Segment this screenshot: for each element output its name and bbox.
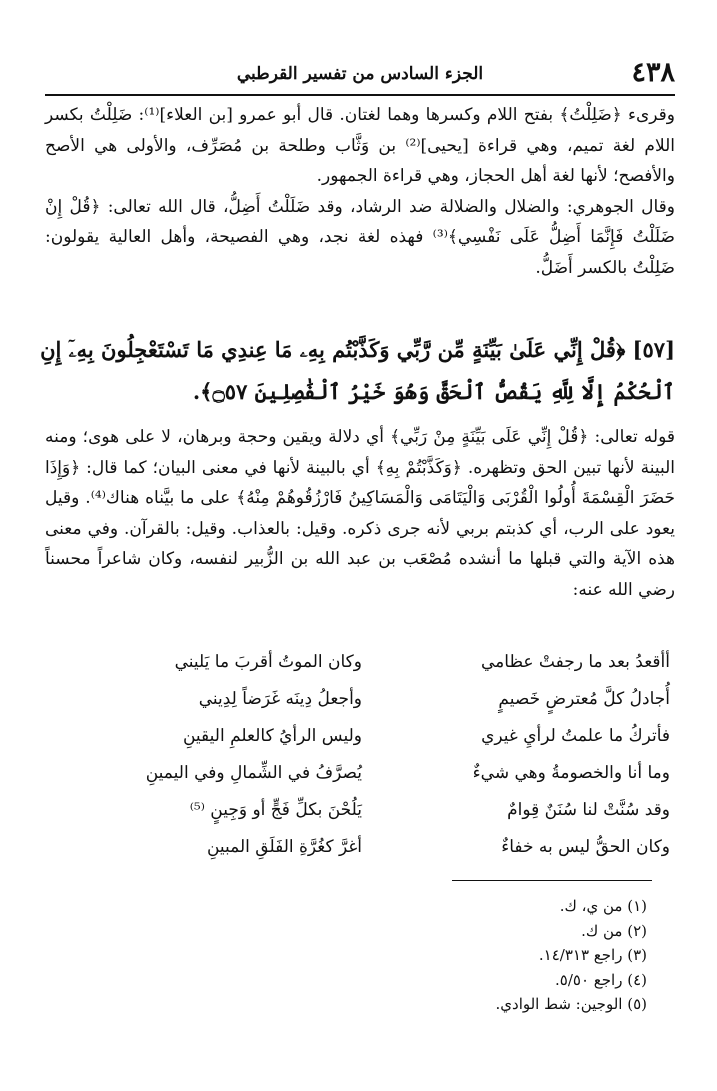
poem-line xyxy=(70,832,670,862)
footnote-rule xyxy=(452,880,652,881)
poem-line xyxy=(70,721,670,751)
commentary-paragraph-2 xyxy=(45,422,675,605)
poem-hemistich-second: يَلُحْنَ بكلِّ فَجٍّ أو وَجِينٍ ⁽⁵⁾ xyxy=(189,800,362,820)
verse-line: [٥٧] ﴿قُلْ إِنِّي عَلَىٰ بَيِّنَةٍ مِّن رَّبِّي وَكَذَّبْتُم بِهِۦ مَا عِندِي مَا تَسْتَعْجِلُونَ بِهِۦٓ إِنِ xyxy=(40,337,675,362)
poem-hemistich-first: وما أنا والخصومةُ وهي شيءٌ xyxy=(472,763,670,783)
poem-hemistich-first: أأقعدُ بعد ما رجفتْ عظامي xyxy=(480,652,670,672)
poem-line xyxy=(70,647,670,677)
footnote: (١) من ي، ك. xyxy=(559,897,647,915)
poem-hemistich-first: وقد سُنَّتْ لنا سُنَنٌ قِوامٌ xyxy=(507,800,670,820)
poem-hemistich-second: يُصرَّفُ في الشِّمالِ وفي اليمينِ xyxy=(145,763,362,783)
quran-verse-57 xyxy=(40,329,675,413)
poem-line xyxy=(70,758,670,788)
poem-hemistich-second: وأجعلُ دِينَه غَرَضاً لِدِيني xyxy=(198,689,362,709)
verse-line: ٱلْحُكْمُ إِلَّا لِلَّهِ يَقُصُّ ٱلْحَقَّ وَهُوَ خَيْرُ ٱلْفَٰصِلِينَ ۝٥٧﴾. xyxy=(192,379,675,404)
poem-hemistich-first: أُجادلُ كلَّ مُعترضٍ خَصيمٍ xyxy=(498,689,670,709)
poem-hemistich-second: أغرَّ كغُرَّةِ الفَلَقِ المبينِ xyxy=(206,837,362,857)
footnote: (٤) راجع ٥/٥٠. xyxy=(555,970,647,989)
footnote: (٣) راجع ١٤/٣١٣. xyxy=(538,946,647,964)
paragraph-text: وقرىء ﴿ضَلِلْتُ﴾ بفتح اللام وكسرها وهما لغتان. قال أبو عمرو [بن العلاء]⁽¹⁾: ضَلِلْتُ بكسر اللام لغة تميم، وهي قراءة [يحيى]⁽²⁾ بن وَثَّاب وطلحة بن مُصَرِّف، والأولى هي الأصح والأفصح؛ لأنها لغة أهل الحجاز، وهي قراءة الجمهور. xyxy=(45,105,675,186)
commentary-paragraph-1 xyxy=(45,100,675,283)
poem-line xyxy=(70,684,670,714)
footnotes xyxy=(247,894,647,1017)
footnote: (٥) الوجين: شط الوادي. xyxy=(495,995,647,1013)
poem-hemistich-second: وليس الرأيُ كالعلمِ اليقينِ xyxy=(182,726,362,746)
poem-line xyxy=(70,795,670,825)
poem-hemistich-first: فأتركُ ما علمتُ لرأيِ غيري xyxy=(481,726,670,746)
running-title: الجزء السادس من تفسير القرطبي xyxy=(236,64,484,84)
paragraph-text: قوله تعالى: ﴿قُلْ إِنِّي عَلَى بَيِّنَةٍ مِنْ رَبِّي﴾ أي دلالة ويقين وحجة وبرهان، لا على هوى؛ ومنه البينة لأنها تبين الحق وتظهره. ﴿وَكَذَّبْتُمْ بِهِ﴾ أي بالبينة لأنها في معنى البيان؛ كما قال: ﴿وَإِذَا حَضَرَ الْقِسْمَةَ أُولُوا الْقُرْبَى وَالْيَتَامَى وَالْمَسَاكِينُ فَارْزُقُوهُمْ مِنْهُ﴾ على ما بيَّناه هناك⁽⁴⁾. وقيل يعود على الرب، أي كذبتم بربي لأنه جرى ذكره. وقيل: بالعذاب. وقيل: بالقرآن. وفي معنى هذه الآية والتي قبلها ما أنشده مُصْعَب بن عبد الله بن الزُّبير لنفسه، وكان شاعراً محسناً رضي الله عنه: xyxy=(45,427,675,600)
paragraph-text: وقال الجوهري: والضلال والضلالة ضد الرشاد، وقد ضَلَلْتُ أَضِلُّ، قال الله تعالى: ﴿قُلْ إِنْ ضَلَلْتُ فَإِنَّمَا أَضِلُّ عَلَى نَفْسِي﴾⁽³⁾ فهذه لغة نجد، وهي الفصيحة، وأهل العالية يقولون: ضَلِلْتُ بالكسر أَضَلُّ. xyxy=(45,196,675,278)
header-rule xyxy=(45,94,675,96)
poem-hemistich-first: وكان الحقُّ ليس به خفاءٌ xyxy=(501,837,670,857)
page-number: ٤٣٨ xyxy=(631,57,675,88)
poem-hemistich-second: وكان الموتُ أقربَ ما يَليني xyxy=(174,652,362,672)
footnote: (٢) من ك. xyxy=(581,921,647,940)
